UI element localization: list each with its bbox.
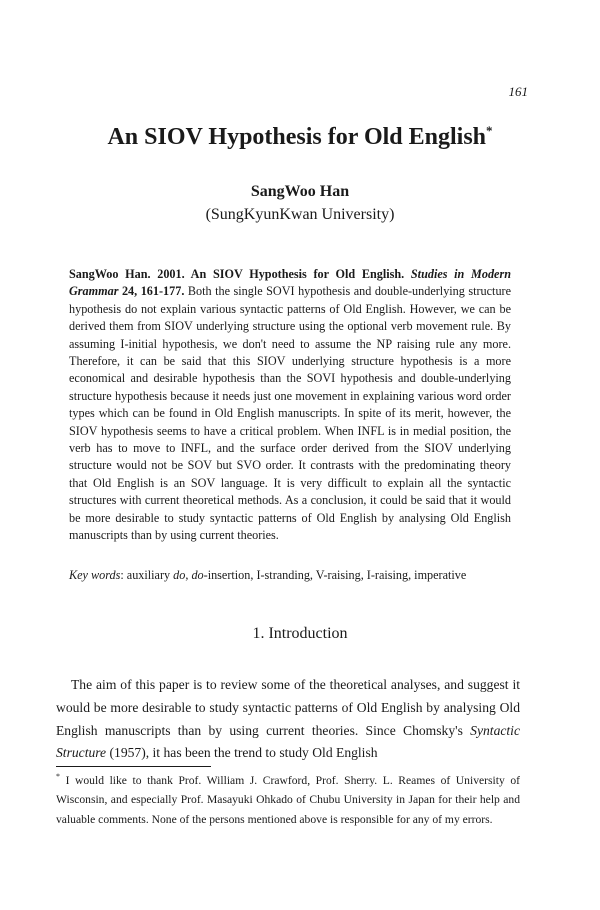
author-affiliation: (SungKyunKwan University) xyxy=(205,206,395,223)
introduction-paragraph xyxy=(56,674,520,765)
keyword-separator: , xyxy=(185,568,192,582)
abstract xyxy=(69,266,511,545)
keywords-colon: : xyxy=(120,568,127,582)
journal-name: Studies in Modern Grammar xyxy=(69,267,511,299)
keywords xyxy=(69,567,519,584)
cited-work-title: Syntactic Structure xyxy=(56,722,520,761)
abstract-text: Both the single SOVI hypothesis and double-underlying structure hypothesis do not explain various syntactic patterns of Old English. However, we can be derived them from SIOV underlying structure using the optional verb movement rule. By assuming I-initial hypothesis, we don't need to assume the NP raising rule any more. Therefore, it can be said that this SIOV underlying structure hypothesis is a more economical and desirable hypothesis than the SOVI hypothesis and double-underlying structure hypothesis because it needs just one movement in explaining various word order types which can be found in Old English manuscripts. In spite of its merit, however, the SIOV hypothesis seems to have a critical problem. When INFL is in medial position, the verb has to move to INFL, and the surface order derived from the SIOV underlying structure would not be SOV but SVO order. It contrasts with the predominating theory that Old English is an SOV language. It is very difficult to explain all the syntactic structures with current theoretical methods. As a conclusion, it could be said that it would be more desirable to study syntactic patterns of Old English by analysing Old English manuscripts than by using current theories. xyxy=(69,284,512,543)
keyword-1-pre: auxiliary xyxy=(126,568,174,582)
footnote-mark: * xyxy=(56,772,60,782)
page-number: 161 xyxy=(508,84,528,99)
paper-title xyxy=(0,124,600,151)
keyword-1-do: do xyxy=(173,568,186,582)
keywords-rest: -insertion, I-stranding, V-raising, I-raising, imperative xyxy=(203,568,467,582)
title-footnote-mark: * xyxy=(486,123,493,138)
keywords-label: Key words xyxy=(69,568,121,582)
section-heading-introduction: 1. Introduction xyxy=(252,625,348,642)
keyword-2-do: do xyxy=(191,568,204,582)
citation-suffix: 24, 161-177. xyxy=(118,284,185,299)
author-name: SangWoo Han xyxy=(250,183,350,200)
title-text: An SIOV Hypothesis for Old English xyxy=(107,124,487,150)
footnote-text: I would like to thank Prof. William J. Crawford, Prof. Sherry. L. Reames of University of Wisconsin, and especially Prof. Masayuki Ohkado of Chubu University in Japan for their help and valuable comments. None of the persons mentioned above is responsible for any of my errors. xyxy=(56,774,520,826)
intro-text-before: The aim of this paper is to review some of the theoretical analyses, and suggest it would be more desirable to study syntactic patterns of Old English by analysing Old English manuscripts than by using current theories. Since Chomsky's xyxy=(56,677,520,738)
intro-text-after: (1957), it has been the trend to study Old English xyxy=(106,745,378,761)
citation-prefix: SangWoo Han. 2001. An SIOV Hypothesis for Old English. xyxy=(69,267,411,281)
footnote-divider xyxy=(56,766,211,767)
footnote xyxy=(56,771,520,829)
